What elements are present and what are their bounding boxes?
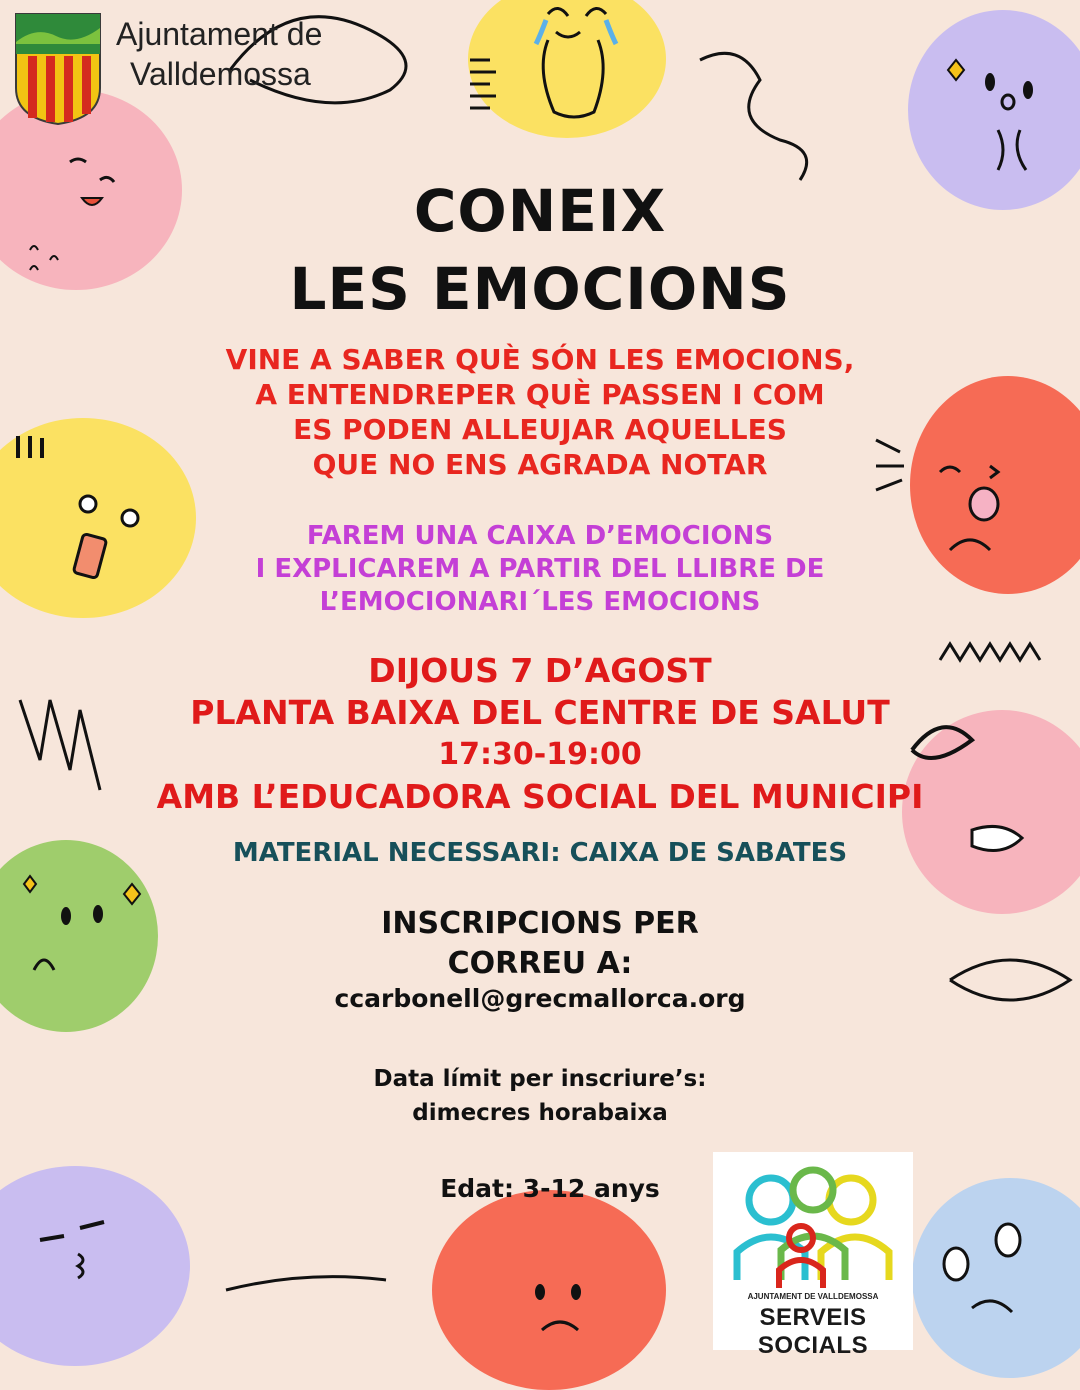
activity-line1: FAREM UNA CAIXA D’EMOCIONS: [306, 521, 774, 551]
poster-title: [0, 172, 1080, 328]
registration-deadline: [0, 1062, 1080, 1130]
registration-email[interactable]: ccarbonell@grecmallorca.org: [334, 984, 746, 1013]
event-place: PLANTA BAIXA DEL CENTRE DE SALUT: [190, 693, 890, 732]
social-services-org: AJUNTAMENT DE VALLDEMOSSA: [747, 1292, 879, 1301]
registration-heading: [0, 904, 1080, 984]
deadline-line1: Data límit per inscriure’s:: [373, 1066, 707, 1092]
intro-line1: VINE A SABER QUÈ SÓN LES EMOCIONS,: [225, 343, 855, 376]
event-time: 17:30-19:00: [438, 737, 642, 772]
registration-line1: INSCRIPCIONS PER: [381, 906, 699, 941]
event-details: [0, 650, 1080, 818]
social-services-title: SERVEIS SOCIALS: [757, 1304, 869, 1359]
deadline-line2: dimecres horabaixa: [412, 1100, 668, 1126]
municipality-name-line2: Valldemossa: [130, 56, 311, 92]
registration-line2: CORREU A:: [447, 946, 633, 981]
intro-line3: ES PODEN ALLEUJAR AQUELLES: [293, 413, 787, 446]
activity-line2: I EXPLICAREM A PARTIR DEL LLIBRE DE: [255, 554, 825, 584]
event-host: AMB L’EDUCADORA SOCIAL DEL MUNICIPI: [156, 777, 924, 816]
municipality-name-line1: Ajuntament de: [116, 16, 323, 52]
age-range: Edat: 3-12 anys: [440, 1174, 660, 1203]
municipality-coat-of-arms-icon: [14, 12, 102, 126]
title-line2: LES EMOCIONS: [289, 255, 791, 323]
intro-line4: QUE NO ENS AGRADA NOTAR: [312, 448, 768, 481]
event-date: DIJOUS 7 D’AGOST: [368, 651, 712, 690]
people-group-icon: [731, 1164, 895, 1292]
activity-text: [0, 520, 1080, 619]
social-services-logo: [713, 1152, 913, 1359]
activity-line3: L’EMOCIONARI´LES EMOCIONS: [319, 587, 761, 617]
municipality-name: [116, 14, 322, 94]
intro-text: [0, 342, 1080, 482]
intro-line2: A ENTENDREPER QUÈ PASSEN I COM: [255, 378, 825, 411]
title-line1: CONEIX: [413, 177, 667, 245]
material-needed: MATERIAL NECESSARI: CAIXA DE SABATES: [232, 838, 848, 868]
